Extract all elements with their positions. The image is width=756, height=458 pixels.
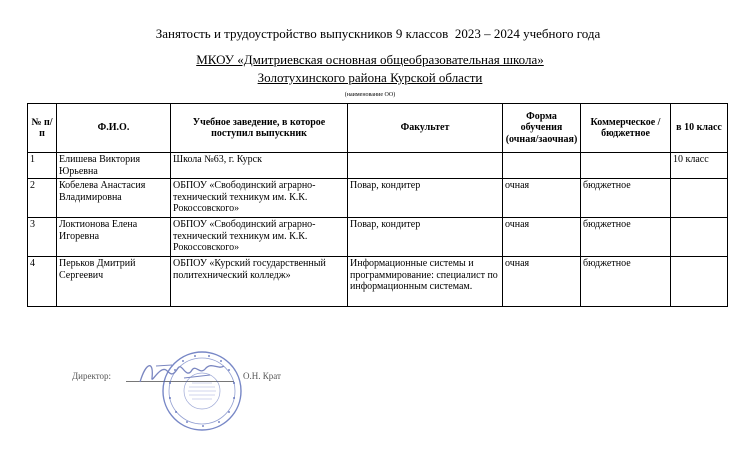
table-row bbox=[28, 218, 728, 257]
cell-number: 3 bbox=[28, 218, 57, 257]
cell-institution: Школа №63, г. Курск bbox=[171, 153, 348, 179]
cell-funding: бюджетное bbox=[581, 218, 671, 257]
cell-faculty bbox=[348, 153, 503, 179]
cell-grade10: 10 класс bbox=[671, 153, 728, 179]
director-signature-icon bbox=[136, 356, 228, 388]
table-row bbox=[28, 179, 728, 218]
director-label: Директор: bbox=[72, 371, 112, 381]
cell-funding bbox=[581, 153, 671, 179]
table-header-row bbox=[28, 104, 728, 153]
cell-name: Елишева Виктория Юрьевна bbox=[57, 153, 171, 179]
cell-study-form: очная bbox=[503, 218, 581, 257]
document-title: Занятость и трудоустройство выпускников 9 классов 2023 – 2024 учебного года bbox=[155, 26, 601, 41]
cell-faculty: Повар, кондитер bbox=[348, 179, 503, 218]
cell-grade10 bbox=[671, 218, 728, 257]
cell-institution: ОБПОУ «Свободинский аграрно-технический техникум им. К.К. Рокоссовского» bbox=[171, 218, 348, 257]
column-header-grade10: в 10 класс bbox=[671, 104, 728, 153]
cell-number: 2 bbox=[28, 179, 57, 218]
director-name: О.Н. Крат bbox=[243, 371, 281, 381]
column-header-faculty: Факультет bbox=[348, 104, 503, 153]
cell-faculty: Повар, кондитер bbox=[348, 218, 503, 257]
cell-institution: ОБПОУ «Курский государственный политехнический колледж» bbox=[171, 257, 348, 307]
column-header-funding: Коммерческое / бюджетное bbox=[581, 104, 671, 153]
column-header-number: № п/п bbox=[28, 104, 57, 153]
organization-name: МКОУ «Дмитриевская основная общеобразовательная школа» bbox=[196, 52, 544, 67]
table-row bbox=[28, 257, 728, 307]
column-header-study-form: Форма обучения (очная/заочная) bbox=[503, 104, 581, 153]
cell-name: Локтионова Елена Игоревна bbox=[57, 218, 171, 257]
graduates-table bbox=[27, 103, 728, 307]
organization-region: Золотухинского района Курской области bbox=[257, 70, 483, 85]
cell-study-form: очная bbox=[503, 179, 581, 218]
column-header-institution: Учебное заведение, в которое поступил выпускник bbox=[171, 104, 348, 153]
cell-number: 1 bbox=[28, 153, 57, 179]
organization-note: (наименование ОО) bbox=[344, 92, 396, 98]
cell-name: Перьков Дмитрий Сергеевич bbox=[57, 257, 171, 307]
cell-study-form: очная bbox=[503, 257, 581, 307]
cell-name: Кобелева Анастасия Владимировна bbox=[57, 179, 171, 218]
cell-funding: бюджетное bbox=[581, 179, 671, 218]
cell-grade10 bbox=[671, 179, 728, 218]
cell-faculty: Информационные системы и программирование: специалист по информационным системам. bbox=[348, 257, 503, 307]
cell-number: 4 bbox=[28, 257, 57, 307]
cell-grade10 bbox=[671, 257, 728, 307]
table-row bbox=[28, 153, 728, 179]
column-header-name: Ф.И.О. bbox=[57, 104, 171, 153]
cell-study-form bbox=[503, 153, 581, 179]
cell-institution: ОБПОУ «Свободинский аграрно-технический техникум им. К.К. Рокоссовского» bbox=[171, 179, 348, 218]
cell-funding: бюджетное bbox=[581, 257, 671, 307]
